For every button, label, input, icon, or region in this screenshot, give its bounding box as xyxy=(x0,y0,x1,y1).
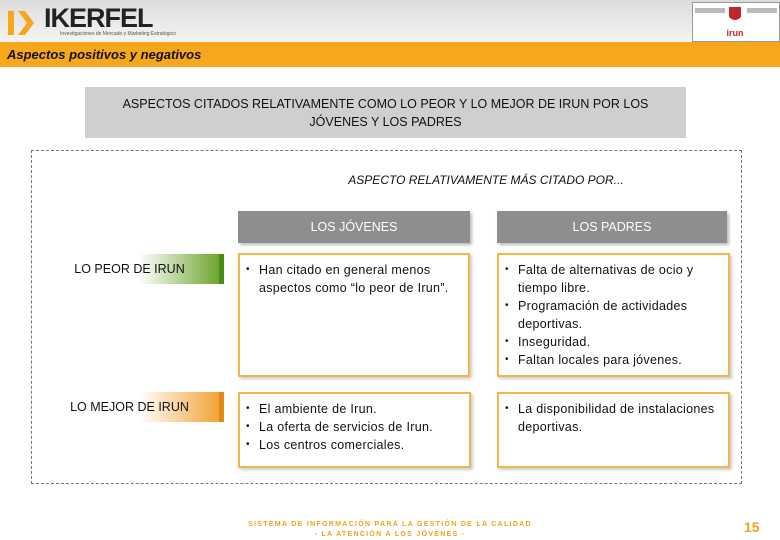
cell-peor-jovenes xyxy=(238,253,470,377)
row-label-mejor: LO MEJOR DE IRUN xyxy=(40,392,224,422)
list-item: • Han citado en general menos aspectos como “lo peor de Irun”. xyxy=(246,261,460,297)
irun-logo xyxy=(692,2,780,42)
cell-mejor-padres xyxy=(497,392,730,468)
cell-peor-padres xyxy=(497,253,730,377)
section-title: Aspectos positivos y negativos xyxy=(7,47,202,62)
footer-line-2: - LA ATENCIÓN A LOS JÓVENES - xyxy=(314,531,466,538)
list-item: • El ambiente de Irun. xyxy=(246,400,461,418)
brand-name: IKERFEL xyxy=(44,3,153,33)
list-item: • Falta de alternativas de ocio y tiempo libre. xyxy=(505,261,720,297)
brand-tagline: Investigaciones de Mercado y Marketing Estratégico xyxy=(60,31,176,37)
column-header-jovenes: LOS JÓVENES xyxy=(238,211,470,243)
irun-shield-icon xyxy=(693,3,779,41)
list-item: • Los centros comerciales. xyxy=(246,436,461,454)
row-label-peor: LO PEOR DE IRUN xyxy=(40,254,224,284)
slide-title xyxy=(85,87,686,138)
list-item: • Faltan locales para jóvenes. xyxy=(505,351,720,369)
table-subtitle: ASPECTO RELATIVAMENTE MÁS CITADO POR... xyxy=(348,173,624,187)
list-item: • La disponibilidad de instalaciones deportivas. xyxy=(505,400,720,436)
footer xyxy=(230,520,550,540)
page-number: 15 xyxy=(744,519,760,535)
cell-mejor-jovenes xyxy=(238,392,471,468)
column-header-padres: LOS PADRES xyxy=(497,211,727,243)
ikerfel-logo-icon xyxy=(8,8,38,38)
irun-logo-text: irun xyxy=(726,28,744,38)
list-item: • Inseguridad. xyxy=(505,333,720,351)
list-item: • La oferta de servicios de Irun. xyxy=(246,418,461,436)
slide-title-text: ASPECTOS CITADOS RELATIVAMENTE COMO LO PEOR Y LO MEJOR DE IRUN POR LOS JÓVENES Y LOS PADRES xyxy=(122,96,649,129)
list-item: • Programación de actividades deportivas. xyxy=(505,297,720,333)
footer-line-1: SISTEMA DE INFORMACIÓN PARA LA GESTIÓN DE LA CALIDAD xyxy=(248,521,532,528)
